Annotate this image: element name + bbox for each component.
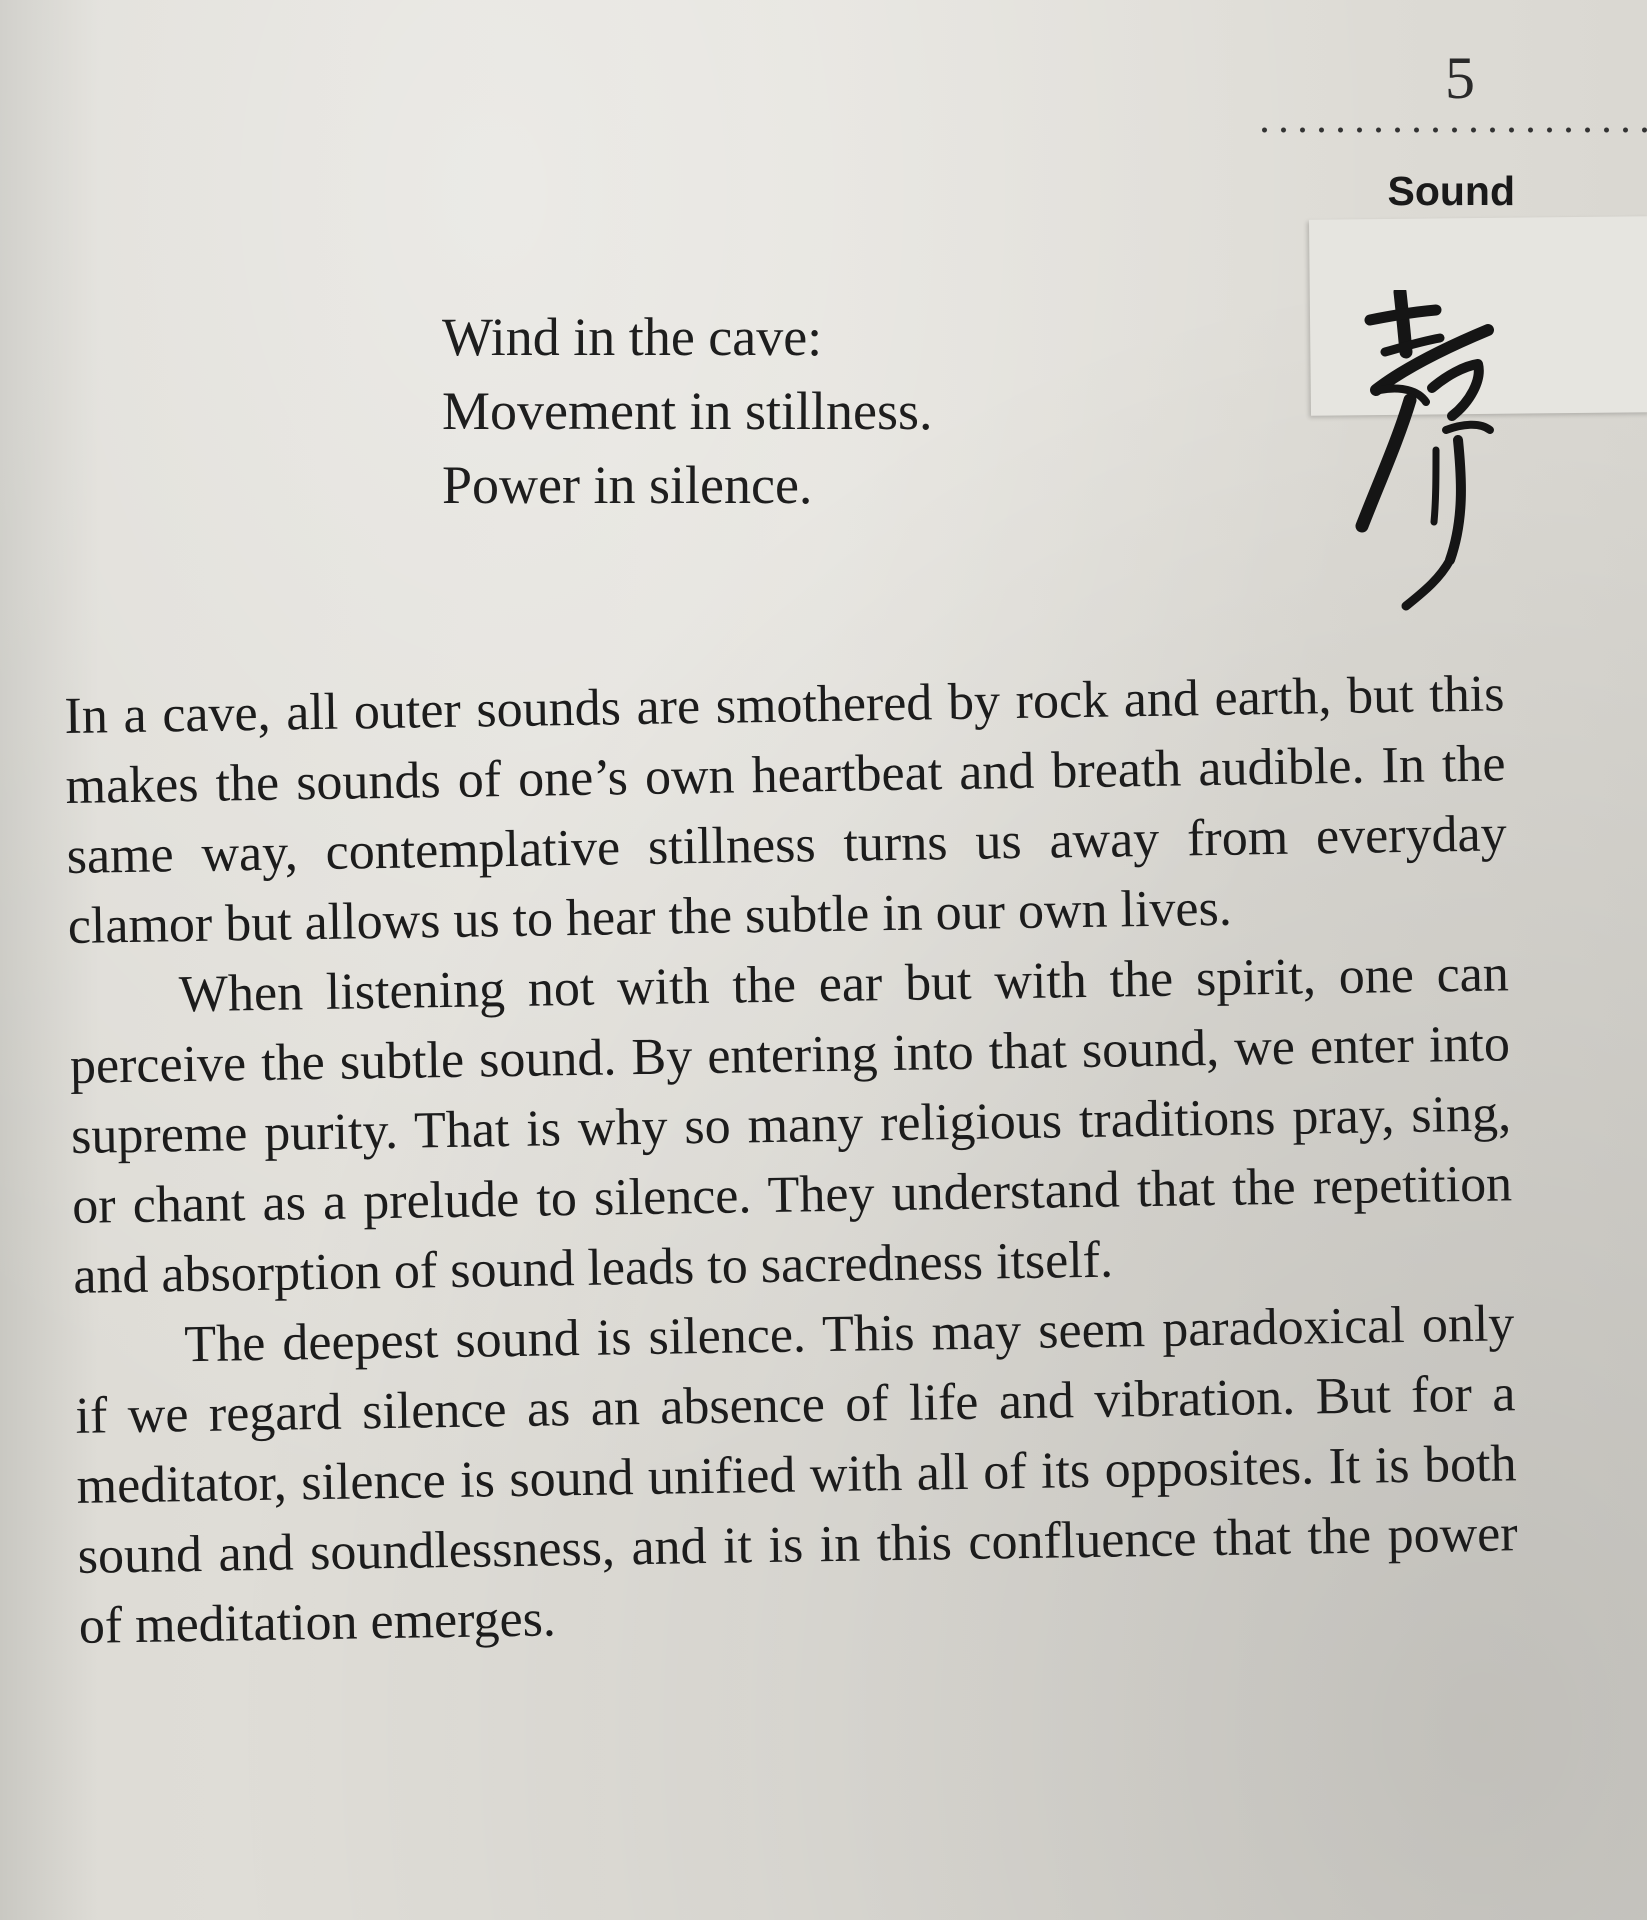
paragraph: When listening not with the ear but with the spirit, one can perceive the subtle sound. By entering into that sound, we enter into supreme purity. That is why so many religious traditions pray, sing, or chant as a prelude to silence. They understand that the repetition and absorption of sound leads to sacredness itself. [69, 945, 1513, 1305]
verse-line: Power in silence. [442, 455, 813, 515]
paragraph: The deepest sound is silence. This may seem paradoxical only if we regard silence as an absence of life and vibration. But for a meditator, silence is sound unified with all of its opposites. It is both sound and soundlessness, and it is in this confluence that the power of meditation emerges. [75, 1295, 1519, 1655]
verse-line: Movement in stillness. [442, 381, 933, 441]
calligraphy-icon [1340, 290, 1540, 630]
body-text [64, 659, 1519, 1661]
verse-line: Wind in the cave: [442, 307, 823, 367]
dotted-rule [1255, 126, 1647, 134]
chapter-number: 5 [1445, 45, 1475, 111]
paragraph: In a cave, all outer sounds are smothered by rock and earth, but this makes the sounds of one’s own heartbeat and breath audible. In the same way, contemplative stillness turns us away from everyday clamor but allows us to hear the subtle in our own lives. [64, 665, 1508, 955]
epigraph-verse [442, 300, 932, 522]
chapter-title: Sound [1387, 168, 1515, 214]
